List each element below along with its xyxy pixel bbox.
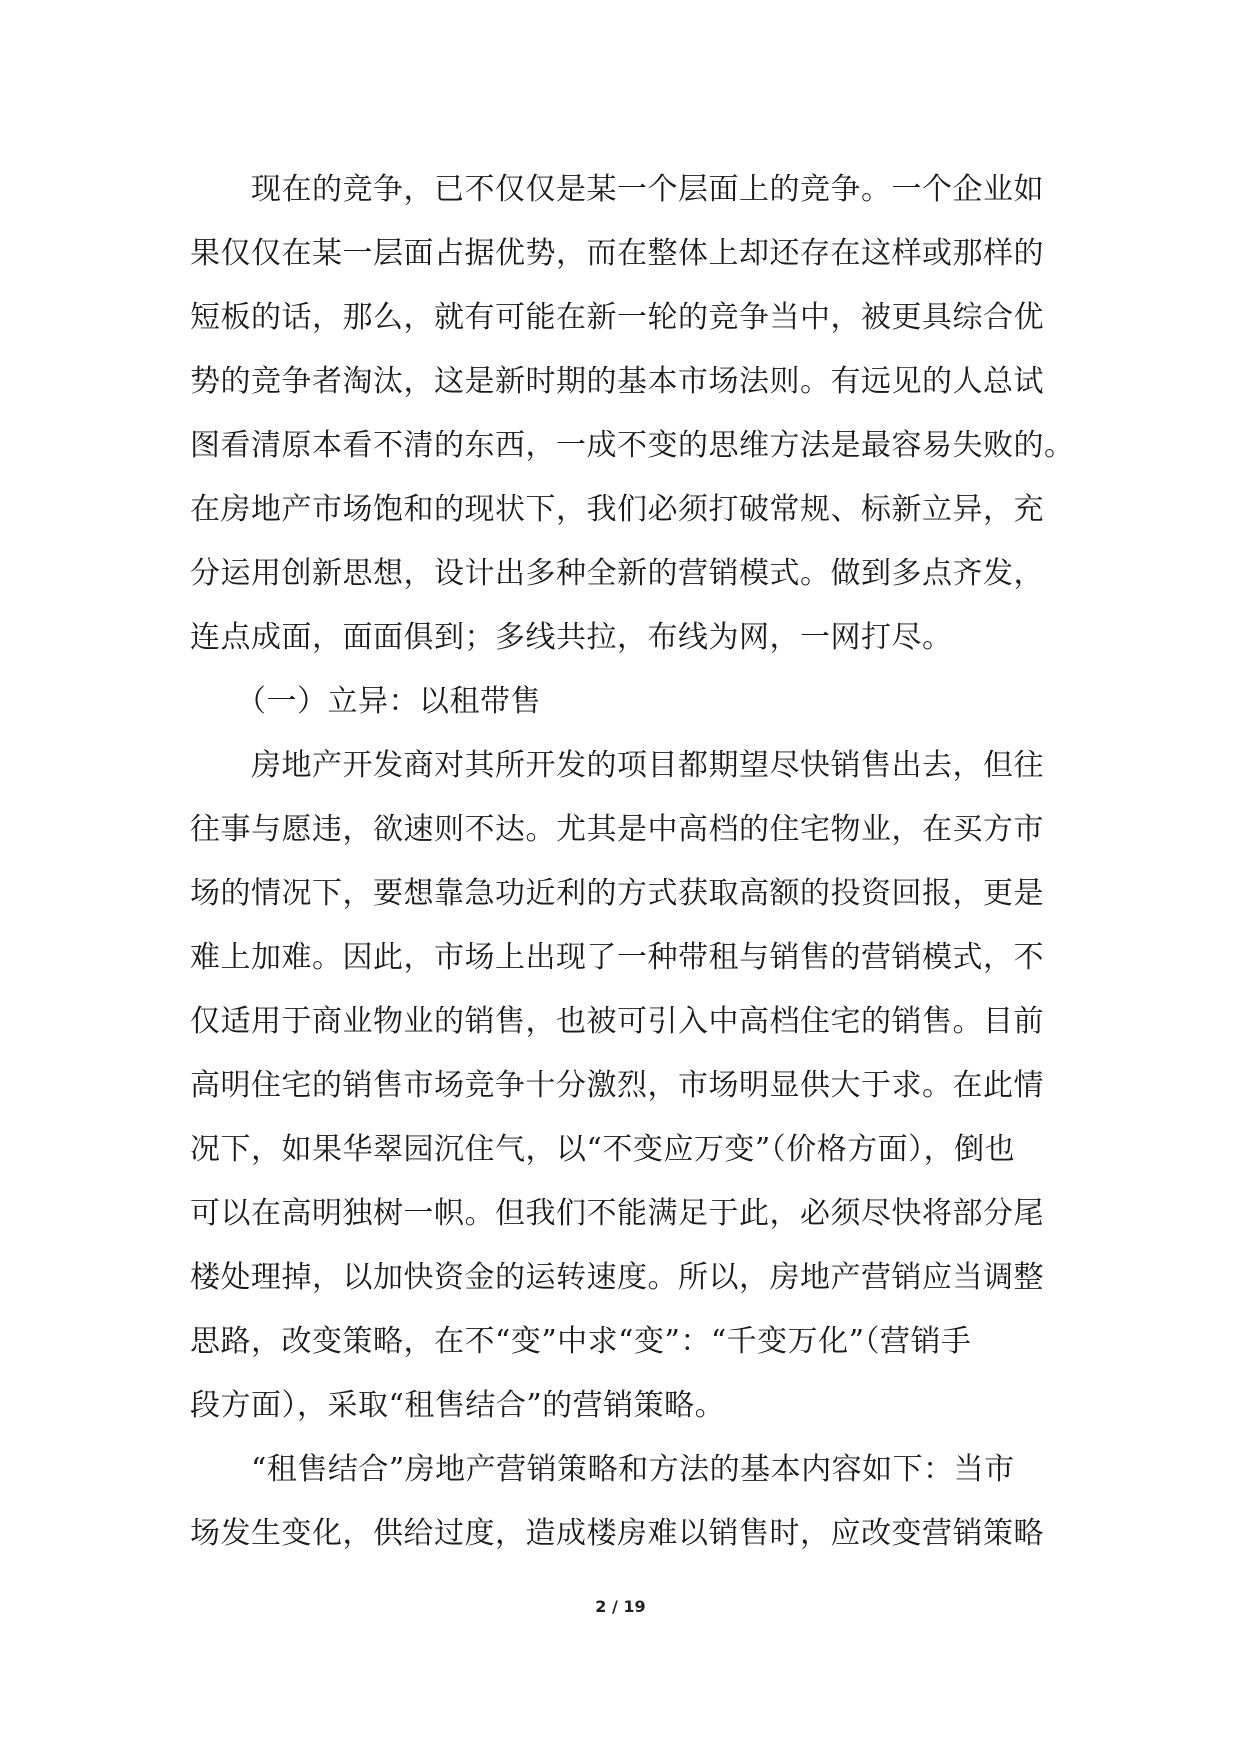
section-heading: （一）立异：以租带售 (190, 684, 541, 719)
paragraph-line: 难上加难。因此，市场上出现了一种带租与销售的营销模式，不 (190, 940, 1044, 975)
paragraph-line: 况下，如果华翠园沉住气，以“不变应万变”（价格方面），倒也 (190, 1132, 1016, 1167)
document-body (190, 158, 1075, 1566)
paragraph-line: 仅适用于商业物业的销售，也被可引入中高档住宅的销售。目前 (190, 1004, 1044, 1039)
paragraph-line: 段方面），采取“租售结合”的营销策略。 (190, 1388, 726, 1423)
paragraph-line: 楼处理掉，以加快资金的运转速度。所以，房地产营销应当调整 (190, 1260, 1044, 1295)
paragraph-line: 现在的竞争，已不仅仅是某一个层面上的竞争。一个企业如 (190, 172, 1044, 207)
page-number: 2 / 19 (595, 1597, 646, 1616)
paragraph-line: 连点成面，面面俱到；多线共拉，布线为网，一网打尽。 (190, 620, 953, 655)
paragraph-line: 势的竞争者淘汰，这是新时期的基本市场法则。有远见的人总试 (190, 364, 1044, 399)
paragraph-line: 场的情况下，要想靠急功近利的方式获取高额的投资回报，更是 (190, 876, 1044, 911)
paragraph-line: 短板的话，那么，就有可能在新一轮的竞争当中，被更具综合优 (190, 300, 1044, 335)
paragraph-line: 往事与愿违，欲速则不达。尤其是中高档的住宅物业，在买方市 (190, 812, 1044, 847)
paragraph-line: 思路，改变策略，在不“变”中求“变”：“千变万化”（营销手 (190, 1324, 972, 1359)
paragraph-line: 分运用创新思想，设计出多种全新的营销模式。做到多点齐发， (190, 556, 1044, 591)
paragraph-line: 图看清原本看不清的东西，一成不变的思维方法是最容易失败的。 (190, 428, 1075, 463)
paragraph-line: 果仅仅在某一层面占据优势，而在整体上却还存在这样或那样的 (190, 236, 1044, 271)
paragraph-line: 在房地产市场饱和的现状下，我们必须打破常规、标新立异，充 (190, 492, 1044, 527)
paragraph-line: 场发生变化，供给过度，造成楼房难以销售时，应改变营销策略 (190, 1516, 1044, 1551)
paragraph-line: “租售结合”房地产营销策略和方法的基本内容如下：当市 (190, 1452, 1015, 1487)
paragraph-line: 可以在高明独树一帜。但我们不能满足于此，必须尽快将部分尾 (190, 1196, 1044, 1231)
paragraph-line: 房地产开发商对其所开发的项目都期望尽快销售出去，但往 (190, 748, 1044, 783)
paragraph-line: 高明住宅的销售市场竞争十分激烈，市场明显供大于求。在此情 (190, 1068, 1044, 1103)
